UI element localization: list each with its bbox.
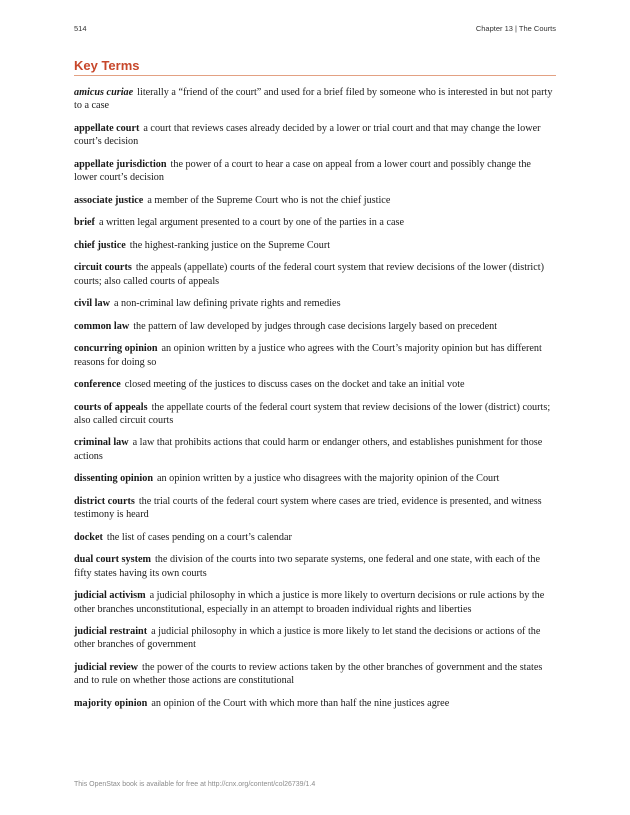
glossary-definition: a written legal argument presented to a court by one of the parties in a case	[98, 217, 404, 229]
glossary-definition: an opinion written by a justice who disagrees with the majority opinion of the Court	[157, 473, 500, 485]
glossary-definition: a non-criminal law defining private rights and remedies	[113, 298, 341, 310]
key-terms-list	[74, 86, 556, 719]
glossary-term: majority opinion	[74, 697, 148, 709]
glossary-definition: the power of a court to hear a case on appeal from a lower court and possibly change the lower court’s decision	[74, 158, 531, 184]
glossary-entry	[74, 436, 556, 463]
glossary-definition: the list of cases pending on a court’s calendar	[106, 531, 292, 543]
glossary-term: judicial review	[74, 661, 139, 673]
glossary-definition: a court that reviews cases already decided by a lower or trial court and that may change the lower court’s decision	[74, 122, 541, 148]
glossary-term: brief	[74, 217, 95, 229]
glossary-entry	[74, 589, 556, 616]
glossary-entry	[74, 661, 556, 688]
glossary-entry	[74, 401, 556, 428]
glossary-term: associate justice	[74, 194, 144, 206]
glossary-entry	[74, 261, 556, 288]
glossary-definition: closed meeting of the justices to discuss cases on the docket and take an initial vote	[124, 379, 465, 391]
glossary-entry	[74, 531, 556, 544]
glossary-entry	[74, 216, 556, 229]
glossary-definition: the pattern of law developed by judges through case decisions largely based on precedent	[133, 320, 498, 332]
glossary-entry	[74, 297, 556, 310]
glossary-entry	[74, 342, 556, 369]
glossary-entry	[74, 239, 556, 252]
glossary-term: appellate court	[74, 122, 140, 134]
glossary-term: civil law	[74, 298, 110, 310]
glossary-definition: the appellate courts of the federal court system that review decisions of the lower (district) courts; also called circuit courts	[74, 401, 551, 426]
glossary-definition: a member of the Supreme Court who is not the chief justice	[147, 194, 391, 206]
glossary-definition: a judicial philosophy in which a justice is more likely to overturn decisions or rule actions by the other branches unconstitutional, especially in an attempt to broaden individual rights and liberties	[74, 590, 545, 615]
glossary-definition: an opinion written by a justice who agrees with the Court’s majority opinion but has different reasons for doing so	[74, 343, 542, 368]
glossary-term: judicial activism	[74, 590, 146, 602]
glossary-term: courts of appeals	[74, 401, 148, 413]
glossary-term: judicial restraint	[74, 626, 148, 638]
glossary-entry	[74, 472, 556, 485]
glossary-entry	[74, 122, 556, 149]
glossary-definition: the power of the courts to review actions taken by the other branches of government and the states and to rule on whether those actions are constitutional	[74, 661, 543, 687]
glossary-term: common law	[74, 320, 130, 332]
glossary-entry	[74, 86, 556, 113]
glossary-entry	[74, 495, 556, 522]
glossary-term: appellate jurisdiction	[74, 158, 167, 170]
glossary-term: district courts	[74, 495, 135, 507]
glossary-entry	[74, 697, 556, 710]
glossary-definition: literally a “friend of the court” and used for a brief filed by someone who is interested in but not party to a case	[74, 87, 553, 112]
glossary-definition: an opinion of the Court with which more than half the nine justices agree	[151, 697, 450, 709]
glossary-term: criminal law	[74, 437, 129, 449]
glossary-entry	[74, 158, 556, 185]
page-number: 514	[74, 24, 87, 33]
glossary-entry	[74, 553, 556, 580]
glossary-definition: the appeals (appellate) courts of the federal court system that review decisions of the lower (district) courts; also called courts of appeals	[74, 262, 545, 287]
glossary-entry	[74, 320, 556, 333]
chapter-label: Chapter 13 | The Courts	[475, 24, 556, 33]
glossary-term: amicus curiae	[74, 87, 134, 98]
glossary-definition: a judicial philosophy in which a justice is more likely to let stand the decisions or actions of the other branches of government	[74, 626, 541, 651]
glossary-definition: a law that prohibits actions that could harm or endanger others, and establishes punishment for those actions	[74, 437, 543, 462]
page-header	[74, 24, 556, 36]
page-footer: This OpenStax book is available for free at http://cnx.org/content/col26739/1.4	[74, 781, 316, 788]
glossary-term: circuit courts	[74, 262, 132, 274]
glossary-term: docket	[74, 531, 103, 543]
glossary-term: dual court system	[74, 554, 151, 566]
glossary-definition: the trial courts of the federal court system where cases are tried, evidence is presented, and witness testimony is heard	[74, 495, 542, 521]
section-title: Key Terms	[74, 58, 556, 76]
glossary-definition: the highest-ranking justice on the Supreme Court	[129, 239, 331, 251]
glossary-entry	[74, 378, 556, 391]
glossary-definition: the division of the courts into two separate systems, one federal and one state, with each of the fifty states having its own courts	[74, 554, 540, 579]
glossary-term: concurring opinion	[74, 343, 158, 355]
glossary-term: chief justice	[74, 239, 126, 251]
glossary-term: conference	[74, 379, 121, 391]
glossary-entry	[74, 625, 556, 652]
glossary-entry	[74, 194, 556, 207]
glossary-term: dissenting opinion	[74, 473, 153, 485]
